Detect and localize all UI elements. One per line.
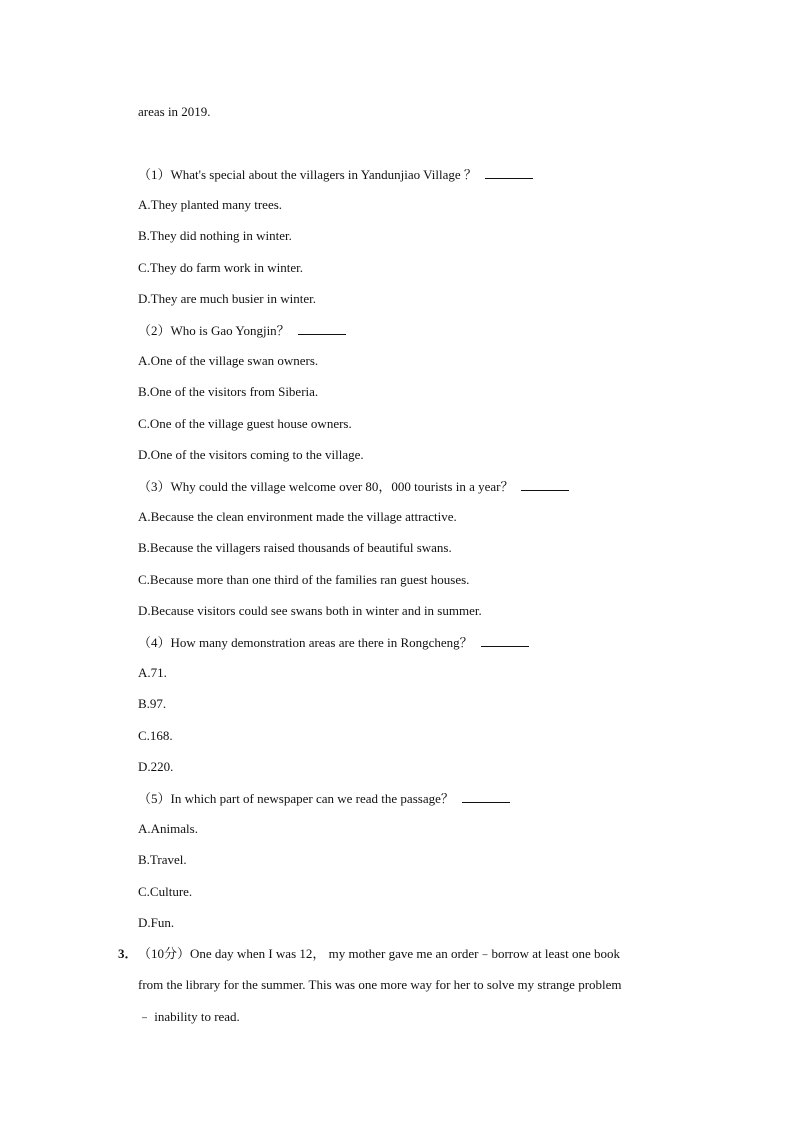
question-3-option-a: A.Because the clean environment made the village attractive. (138, 509, 457, 524)
question-5-stem (138, 790, 510, 807)
question-4-option-d: D.220. (138, 759, 174, 774)
answer-blank (485, 166, 533, 179)
question-4-option-b: B.97. (138, 696, 167, 711)
question-1-option-c: C.They do farm work in winter. (138, 260, 303, 275)
question-2-option-b: B.One of the visitors from Siberia. (138, 384, 319, 399)
question-1-text: （1）What's special about the villagers in Yandunjiao Village ？ (138, 167, 477, 182)
question-2-option-d: D.One of the visitors coming to the village. (138, 447, 364, 462)
question-2-option-a: A.One of the village swan owners. (138, 353, 319, 368)
section-3-line-3: ﹣ inability to read. (138, 1009, 240, 1024)
question-5-option-a: A.Animals. (138, 821, 198, 836)
question-5-text: （5）In which part of newspaper can we read the passage？ (138, 791, 454, 806)
answer-blank (462, 790, 510, 803)
question-4-text: （4）How many demonstration areas are there in Rongcheng？ (138, 635, 473, 650)
question-4-option-a: A.71. (138, 665, 167, 680)
question-3-text: （3）Why could the village welcome over 80，000 tourists in a year？ (138, 479, 514, 494)
answer-blank (298, 322, 346, 335)
question-3-option-b: B.Because the villagers raised thousands of beautiful swans. (138, 540, 452, 555)
question-3-option-d: D.Because visitors could see swans both in winter and in summer. (138, 603, 482, 618)
answer-blank (521, 478, 569, 491)
section-3-line-1: （10分）One day when I was 12， my mother gave me an order﹣borrow at least one book (138, 946, 620, 961)
question-1-option-a: A.They planted many trees. (138, 197, 283, 212)
question-4-stem (138, 634, 529, 651)
question-5-option-d: D.Fun. (138, 915, 175, 930)
question-3-option-c: C.Because more than one third of the families ran guest houses. (138, 572, 470, 587)
section-3-line-2: from the library for the summer. This was one more way for her to solve my strange problem (138, 977, 622, 992)
question-5-option-c: C.Culture. (138, 884, 193, 899)
question-2-text: （2）Who is Gao Yongjin？ (138, 323, 290, 338)
question-4-option-c: C.168. (138, 728, 173, 743)
question-5-option-b: B.Travel. (138, 852, 187, 867)
question-2-stem (138, 322, 346, 339)
question-3-stem (138, 478, 569, 495)
intro-tail: areas in 2019. (138, 104, 211, 119)
section-3-number: 3． (118, 946, 138, 961)
question-1-option-b: B.They did nothing in winter. (138, 228, 292, 243)
question-1-stem (138, 166, 533, 183)
question-1-option-d: D.They are much busier in winter. (138, 291, 316, 306)
question-2-option-c: C.One of the village guest house owners. (138, 416, 352, 431)
answer-blank (481, 634, 529, 647)
